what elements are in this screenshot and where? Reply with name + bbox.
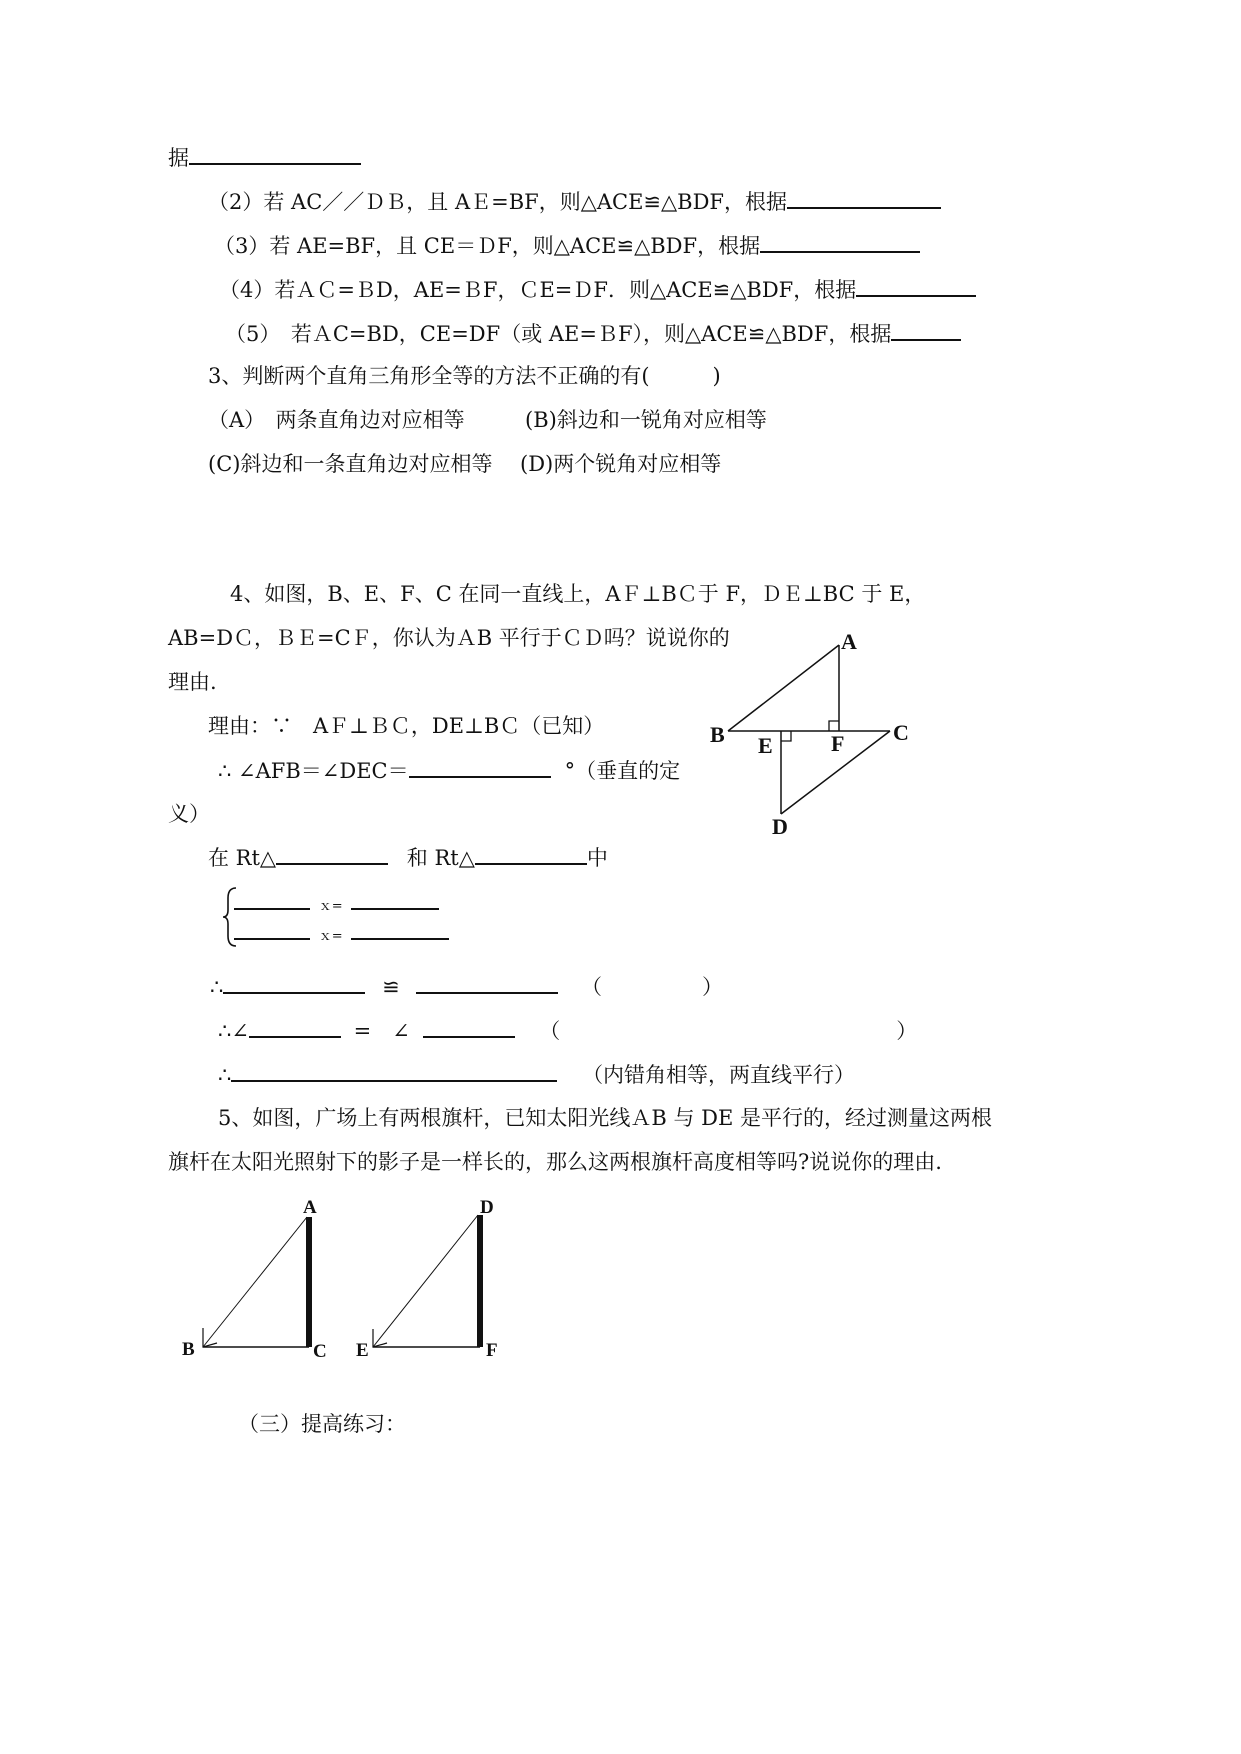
right-angle-mark-f: [829, 721, 839, 731]
section-3-heading: （三）提高练习：: [238, 1412, 406, 1436]
answer-blank[interactable]: [351, 918, 449, 940]
q2-line-0: 据: [168, 143, 361, 172]
answer-blank[interactable]: [276, 843, 388, 865]
brace-row-2: ｘ=: [234, 918, 449, 951]
q3-option-a: （A） 两条直角边对应相等: [208, 408, 465, 432]
label-d: D: [480, 1197, 494, 1218]
q4-reason-1: 理由：∵ AＦ⊥ＢＣ，DE⊥BＣ（已知）: [208, 714, 605, 738]
q3-option-d: (D)两个锐角对应相等: [520, 452, 722, 476]
answer-blank[interactable]: [223, 972, 365, 994]
q4-stem-1: 4、如图，B、E、F、C 在同一直线上，AＦ⊥BＣ于 F，ＤＥ⊥BC 于 E，: [230, 582, 926, 606]
answer-blank[interactable]: [234, 918, 310, 940]
answer-blank[interactable]: [416, 972, 558, 994]
answer-blank[interactable]: [231, 1060, 557, 1082]
q4-reason-2c: 义）: [168, 802, 210, 826]
answer-blank[interactable]: [249, 1016, 341, 1038]
q4-angle-line: ∴∠ = ∠ （ ）: [218, 1016, 917, 1045]
q4-conclusion-line: ∴ （内错角相等，两直线平行）: [218, 1060, 855, 1089]
label-b: B: [182, 1339, 195, 1360]
answer-blank[interactable]: [351, 888, 439, 910]
q4-rt-line: 在 Rt△ 和 Rt△ 中: [208, 843, 608, 872]
sunray-de: [373, 1215, 478, 1347]
right-angle-mark-e: [781, 731, 791, 741]
label-f: F: [831, 731, 845, 756]
label-c: C: [313, 1341, 327, 1362]
q5-stem-1: 5、如图，广场上有两根旗杆，已知太阳光线ＡB 与 DE 是平行的，经过测量这两根: [218, 1106, 992, 1130]
q4-congruent-line: ∴ ≌ （ ）: [210, 972, 723, 1001]
q3-option-c: (C)斜边和一条直角边对应相等: [208, 452, 493, 476]
q4-stem-3: 理由.: [168, 670, 217, 694]
q4-reason-2: ∴ ∠AFB＝∠DEC＝ °（垂直的定: [218, 756, 680, 785]
sunray-ab: [203, 1217, 307, 1347]
label-c: C: [893, 720, 909, 745]
line-ab: [728, 645, 839, 731]
answer-blank[interactable]: [475, 843, 587, 865]
q5-figure: [175, 1195, 515, 1375]
q5-stem-2: 旗杆在太阳光照射下的影子是一样长的，那么这两根旗杆高度相等吗?说说你的理由.: [168, 1150, 942, 1174]
answer-blank[interactable]: [787, 187, 941, 209]
answer-blank[interactable]: [234, 888, 310, 910]
label-b: B: [710, 722, 725, 747]
q3-option-b: (B)斜边和一锐角对应相等: [525, 408, 767, 432]
label-e: E: [356, 1340, 369, 1361]
answer-blank[interactable]: [891, 319, 961, 341]
q2-line-4: （5） 若ＡC=BD，CE=DF（或 AE=ＢF），则△ACE≌△BDF，根据: [225, 319, 961, 348]
label-d: D: [772, 814, 788, 839]
q4-figure: [700, 625, 920, 840]
answer-blank[interactable]: [409, 756, 551, 778]
label-f: F: [486, 1340, 498, 1361]
q4-stem-2: AB=DＣ，ＢＥ=CＦ，你认为ＡB 平行于ＣＤ吗？说说你的: [168, 626, 730, 650]
brace-row-1: ｘ=: [234, 888, 439, 921]
q3-stem: 3、判断两个直角三角形全等的方法不正确的有( ): [208, 364, 721, 388]
answer-blank[interactable]: [760, 231, 920, 253]
label-a: A: [303, 1197, 317, 1218]
answer-blank[interactable]: [856, 275, 976, 297]
answer-blank[interactable]: [423, 1016, 515, 1038]
q2-line-2: （3）若 AE=BF，且 CE＝ＤF，则△ACE≌△BDF，根据: [214, 231, 920, 260]
label-e: E: [758, 733, 773, 758]
answer-blank[interactable]: [189, 143, 361, 165]
label-a: A: [841, 629, 857, 654]
q2-line-3: （4）若ＡＣ=ＢD，AE=ＢF，ＣE=ＤF．则△ACE≌△BDF，根据: [219, 275, 976, 304]
q2-line-1: （2）若 AC／／ＤＢ，且 AＥ=BF，则△ACE≌△BDF，根据: [208, 187, 941, 216]
